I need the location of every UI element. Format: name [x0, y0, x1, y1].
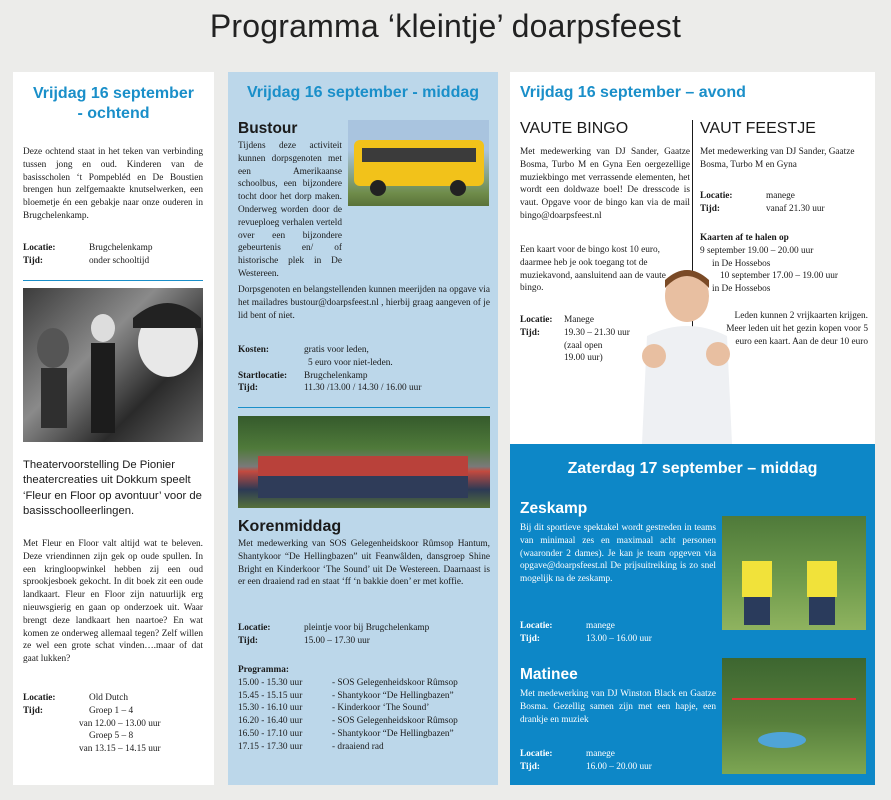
time-line: van 13.15 – 14.15 uur: [79, 744, 161, 755]
photo-figure-1: [37, 328, 69, 368]
dj-photo: [632, 266, 742, 444]
programma-time: 17.15 - 17.30 uur: [238, 741, 303, 752]
location-label: Locatie:: [520, 621, 553, 631]
divider: [23, 280, 203, 281]
location-value: manege: [586, 621, 615, 631]
photo-bus-wheel-2: [450, 180, 466, 196]
programma-time: 15.45 - 15.15 uur: [238, 690, 303, 701]
programma-act: - Shantykoor “De Hellingbazen”: [332, 690, 454, 701]
time-line-2: (zaal open: [564, 340, 603, 351]
feestje-info: [700, 190, 866, 216]
bustour-text-2: Dorpsgenoten en belangstellenden kunnen meerijden na opgave via het mailadres bustour@doarpsfeest.nl , hierbij graag aangeven of je lid bent of niet.: [238, 285, 490, 321]
bustour-text-body: Tijdens deze activiteit kunnen dorpsgenoten met een Amerikaanse schoolbus, een bijzondere tocht door het dorp maken. Onderweg worden door de revueploeg verhalen verteld over een bijzondere gebeurtenis en/ of historische plek in De Westereen.: [238, 141, 342, 279]
programma-list: [238, 677, 490, 754]
programma-row: [238, 715, 490, 728]
panel-friday-morning: [13, 72, 214, 785]
heading-line-1: Vrijdag 16 september: [33, 85, 194, 102]
location-value: manege: [586, 749, 615, 759]
kaarten-line: in De Hossebos: [712, 284, 771, 295]
divider: [238, 407, 490, 408]
theatre-photo: [23, 288, 203, 442]
time-label: Tijd:: [23, 705, 43, 716]
start-value: Brugchelenkamp: [304, 370, 368, 381]
bustour-text: [238, 140, 342, 281]
location-label: Locatie:: [238, 623, 271, 633]
panel-saturday-afternoon: [510, 444, 875, 785]
location-label: Locatie:: [520, 315, 553, 325]
time-line: van 12.00 – 13.00 uur: [79, 718, 161, 729]
location-label: Locatie:: [23, 693, 56, 703]
time-value: onder schooltijd: [89, 255, 150, 266]
programma-label: Programma:: [238, 665, 289, 675]
location-label: Locatie:: [23, 243, 56, 253]
time-line: Groep 1 – 4: [89, 705, 134, 716]
panel-friday-afternoon: [228, 72, 498, 785]
korenmiddag-info: [238, 622, 490, 648]
time-value: 15.00 – 17.30 uur: [304, 635, 370, 646]
leden-text: Leden kunnen 2 vrijkaarten krijgen. Meer leden uit het gezin kopen voor 5 euro een kaart. Aan de deur 10 euro: [726, 311, 868, 347]
start-label: Startlocatie:: [238, 370, 288, 381]
bustour-title: Bustour: [238, 120, 298, 137]
time-label: Tijd:: [238, 635, 258, 646]
photo-yellow-shirt-2: [807, 561, 837, 597]
info-block-2: [23, 692, 203, 756]
programma-row: [238, 690, 490, 703]
programma-time: 16.50 - 17.10 uur: [238, 728, 303, 739]
dj-photo-shapes: [632, 266, 742, 444]
programma-time: 16.20 - 16.40 uur: [238, 716, 303, 727]
location-label: Locatie:: [700, 191, 733, 201]
time-line-3: 19.00 uur): [564, 353, 603, 364]
korenmiddag-title: Korenmiddag: [238, 518, 342, 535]
cost-label: Kosten:: [238, 345, 269, 355]
theatre-photo-shapes: [23, 288, 203, 442]
programma-act: - Shantykoor “De Hellingbazen”: [332, 728, 454, 739]
photo-yellow-shirt-1: [742, 561, 772, 597]
time-value: 16.00 – 20.00 uur: [586, 761, 652, 772]
time-label: Tijd:: [23, 255, 43, 266]
show-title: Theatervoorstelling De Pionier theatercreaties uit Dokkum speelt ‘Fleur en Floor op avontuur’ voor de basisschoolleerlingen.: [23, 459, 202, 518]
time-value: vanaf 21.30 uur: [766, 203, 825, 214]
programma-time: 15.30 - 16.10 uur: [238, 703, 303, 714]
matinee-text: Met medewerking van DJ Winston Black en Gaatze Bosma. Gezellig samen zijn met een hapje, een drankje en muziek: [520, 689, 716, 725]
korenmiddag-text: Met medewerking van SOS Gelegenheidskoor Rûmsop Hantum, Shantykoor “De Hellingbazen” uit Feanwâlden, dansgroep Shine Bright en Kinderkoor ‘The Sound’ uit De Westereen. Daarnaast is er een draaiend rad en staat ‘ff ‘n bakkie doen’ er met koffie.: [238, 539, 490, 588]
intro-text: Deze ochtend staat in het teken van verbinding tussen jong en oud. Kinderen van de basisscholen ‘t Pompebléd en De Boustien brengen hun zelfgemaakte knutselwerken, een bloemetje én een gebakje naar onze ouderen in Brugchelenkamp.: [23, 147, 203, 221]
kaarten-title: Kaarten af te halen op: [700, 233, 789, 243]
kaarten-line: 9 september 19.00 – 20.00 uur: [700, 245, 814, 256]
zeskamp-info: [520, 620, 716, 646]
bus-photo-shapes: [348, 120, 489, 206]
programma-time: 15.00 - 15.30 uur: [238, 677, 303, 688]
heading-friday-afternoon: Vrijdag 16 september - middag: [246, 84, 480, 101]
photo-bus-wheel-1: [370, 180, 386, 196]
zeskamp-title: Zeskamp: [520, 500, 588, 517]
programma-act: - SOS Gelegenheidskoor Rûmsop: [332, 677, 458, 688]
time-label: Tijd:: [520, 327, 540, 338]
programma-row: [238, 677, 490, 690]
programma-act: - draaiend rad: [332, 741, 384, 752]
matinee-photo: [722, 658, 866, 774]
time-line: Groep 5 – 8: [89, 731, 134, 742]
programma-act: - Kinderkoor ‘The Sound’: [332, 703, 430, 714]
info-block: [23, 242, 203, 268]
bingo-text-2: Een kaart voor de bingo kost 10 euro, daarmee heb je ook toegang tot de muziekavond, aansluitend aan de vaute bingo.: [520, 245, 666, 294]
location-value: manege: [766, 191, 795, 201]
time-label: Tijd:: [520, 761, 540, 772]
choir-photo-shapes: [238, 416, 490, 508]
photo-bus-windows: [362, 148, 476, 162]
location-value: pleintje voor bij Brugchelenkamp: [304, 623, 430, 633]
matinee-info: [520, 748, 716, 774]
photo-choir-shirts: [258, 456, 468, 478]
photo-fist-1: [642, 344, 666, 368]
programma-row: [238, 728, 490, 741]
photo-pool: [758, 732, 806, 748]
heading-saturday-afternoon: Zaterdag 17 september – middag: [567, 460, 818, 477]
photo-fist-2: [706, 342, 730, 366]
programma-row: [238, 702, 490, 715]
heading-friday-evening: Vrijdag 16 september – avond: [520, 84, 746, 101]
programma-block: [238, 664, 490, 754]
page-title: Programma ‘kleintje’ doarpsfeest: [209, 8, 682, 44]
feestje-text: Met medewerking van DJ Sander, Gaatze Bosma, Turbo M en Gyna: [700, 147, 855, 170]
show-text: Met Fleur en Floor valt altijd wat te beleven. Deze vriendinnen zijn gek op oude spullen. In een kringloopwinkel hebben zij een oud sprookjesboek gekocht. In dit boek zit een oude landkaart. Fleur en Floor zijn natuurlijk erg nieuwsgierig en gaan op onderzoek uit. Waar brengt deze landkaart hen naartoe? En wat komen ze onderweg allemaal tegen? Zelf willen ze wel een grote schat vinden….maar of dat gaat lukken?: [23, 539, 203, 665]
photo-trousers-1: [744, 597, 770, 625]
programma-row: [238, 741, 490, 754]
location-value: Manege: [564, 315, 594, 325]
location-label: Locatie:: [520, 749, 553, 759]
bingo-title: VAUTE BINGO: [520, 120, 629, 137]
location-value: Brugchelenkamp: [89, 243, 153, 253]
matinee-title: Matinee: [520, 666, 578, 683]
location-value: Old Dutch: [89, 693, 128, 703]
kaarten-line: 10 september 17.00 – 19.00 uur: [720, 271, 838, 282]
photo-bus-body: [354, 140, 484, 186]
bus-photo: [348, 120, 489, 206]
photo-tape: [732, 698, 856, 700]
photo-figure-1-body: [41, 368, 67, 428]
zeskamp-photo-shapes: [722, 516, 866, 630]
cost-line-2: 5 euro voor niet-leden.: [308, 357, 393, 368]
programma-act: - SOS Gelegenheidskoor Rûmsop: [332, 716, 458, 727]
photo-figure-2-body: [91, 343, 115, 433]
zeskamp-text: Bij dit sportieve spektakel wordt gestreden in teams van minimaal zes en maximaal acht personen (waaronder 2 dames). Je kan je team opgeven via opgave@doarpsfeest.nl De prijsuitreiking is zo snel mogelijk na de zeskamp.: [520, 523, 716, 585]
photo-trousers-2: [809, 597, 835, 625]
time-value: 11.30 /13.00 / 14.30 / 16.00 uur: [304, 383, 422, 394]
photo-choir-trousers: [258, 476, 468, 498]
bustour-info: [238, 344, 490, 395]
photo-figure-2: [91, 314, 115, 342]
time-label: Tijd:: [238, 383, 258, 394]
choir-photo: [238, 416, 490, 508]
time-label: Tijd:: [520, 633, 540, 644]
feestje-title: VAUT FEESTJE: [700, 120, 816, 137]
time-label: Tijd:: [700, 203, 720, 214]
cost-line-1: gratis voor leden,: [304, 345, 369, 355]
time-value: 13.00 – 16.00 uur: [586, 633, 652, 644]
kaarten-line: in De Hossebos: [712, 258, 771, 269]
time-line-1: 19.30 – 21.30 uur: [564, 327, 630, 338]
zeskamp-photo: [722, 516, 866, 630]
matinee-photo-shapes: [722, 658, 866, 774]
heading-line-2: - ochtend: [77, 105, 150, 122]
bingo-text: Met medewerking van DJ Sander, Gaatze Bosma, Turbo M en Gyna Een oergezellige muziekbingo met verrassende elementen, het wordt een doldwaze boel! De dresscode is vaut. Opgave voor de bingo kan via de mail bingo@doarpsfeest.nl: [520, 147, 690, 221]
heading-friday-morning: [13, 84, 214, 124]
photo-hat: [133, 303, 201, 328]
